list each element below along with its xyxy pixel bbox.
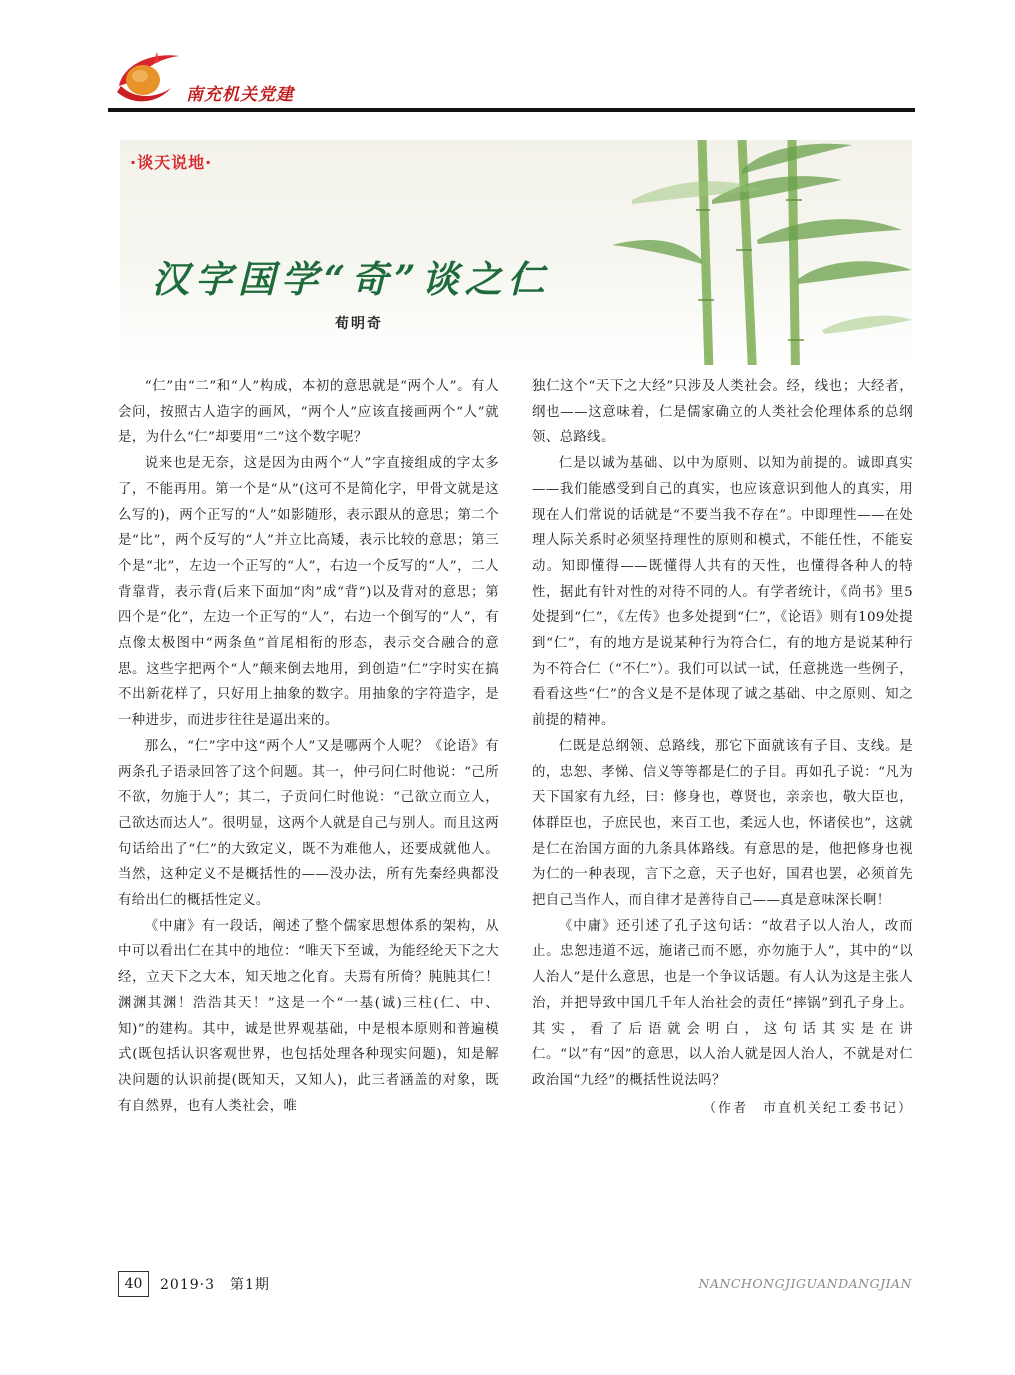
- paragraph: “仁”由“二”和“人”构成，本初的意思就是“两个人”。有人会问，按照古人造字的画风，“两个人”应该直接画两个“人”就是，为什么“仁”却要用“二”这个数字呢？: [118, 379, 499, 446]
- paragraph: 那么，“仁”字中这“两个人”又是哪两个人呢？《论语》有两条孔子语录回答了这个问题。其一，仲弓问仁时他说：“己所不欲，勿施于人”；其二，子贡问仁时他说：“己欲立而立人，己欲达而达人”。很明显，这两个人就是自己与别人。而且这两句话给出了“仁”的大致定义，既不为难他人，还要成就他人。当然，这种定义不是概括性的——没办法，所有先秦经典都没有给出仁的概括性定义。: [118, 738, 499, 909]
- paragraph: 仁既是总纲领、总路线，那它下面就该有子目、支线。是的，忠恕、孝悌、信义等等都是仁的子目。再如孔子说：“凡为天下国家有九经，曰：修身也，尊贤也，亲亲也，敬大臣也，体群臣也，子庶民也，来百工也，柔远人也，怀诸侯也”，这就是仁在治国方面的九条具体路线。有意思的是，他把修身也视为仁的一种表现，言下之意，天子也好，国君也罢，必须首先把自己当作人，而自律才是善待自己——真是意味深长啊！: [532, 738, 913, 909]
- paragraph: 说来也是无奈，这是因为由两个“人”字直接组成的字太多了，不能再用。第一个是“从”(这可不是简化字，甲骨文就是这么写的)，两个正写的“人”如影随形，表示跟从的意思；第二个是“比”，两个反写的“人”并立比高矮，表示比较的意思；第三个是“北”，左边一个正写的“人”，右边一个反写的“人”，二人背靠背，表示背(后来下面加“肉”成“背”)以及背对的意思；第四个是“化”，左边一个正写的“人”，右边一个倒写的“人”，有点像太极图中“两条鱼”首尾相衔的形态，表示交合融合的意思。这些字把两个“人”颠来倒去地用，到创造“仁”字时实在搞不出新花样了，只好用上抽象的数字。用抽象的字符造字，是一种进步，而进步往往是逼出来的。: [118, 456, 499, 729]
- header-rule: [108, 108, 915, 112]
- article-title: 汉字国学“奇”谈之仁: [152, 257, 551, 301]
- brand-name: 南充机关党建: [186, 85, 294, 105]
- bamboo-illustration: [592, 140, 912, 365]
- footer-brand: NANCHONGJIGUANDANGJIAN: [698, 1276, 912, 1291]
- author-signature: （作者 市直机关纪工委书记）: [702, 1100, 913, 1116]
- party-logo-icon: [113, 46, 183, 110]
- paragraph: 《中庸》还引述了孔子这句话：“故君子以人治人，改而止。忠恕违道不远，施诸己而不愿，亦勿施于人”，其中的“以人治人”是什么意思，也是一个争议话题。有人认为这是主张人治，并把导致中国几千年人治社会的责任“摔锅”到孔子身上。其实，看了后语就会明白，这句话其实是在讲仁。“以”有“因”的意思，以人治人就是因人治人，不就是对仁政治国“九经”的概括性说法吗？: [532, 918, 913, 1088]
- issue-label: 2019·3 第1期: [160, 1277, 270, 1293]
- article-author: 荀明奇: [335, 316, 383, 332]
- paragraph-continued: 独仁这个“天下之大经”只涉及人类社会。经，线也；大经者，纲也——这意味着，仁是儒家确立的人类社会伦理体系的总纲领、总路线。: [532, 379, 913, 446]
- paragraph: 仁是以诚为基础、以中为原则、以知为前提的。诚即真实——我们能感受到自己的真实，也应该意识到他人的真实，用现在人们常说的话就是“不要当我不存在”。中即理性——在处理人际关系时必须坚持理性的原则和模式，不能任性，不能妄动。知即懂得——既懂得人共有的天性，也懂得各种人的特性，据此有针对性的对待不同的人。有学者统计，《尚书》里5处提到“仁”，《左传》也多处提到“仁”，《论语》则有109处提到“仁”，有的地方是说某种行为符合仁，有的地方是说某种行为不符合仁（“不仁”）。我们可以试一试，任意挑选一些例子，看看这些“仁”的含义是不是体现了诚之基础、中之原则、知之前提的精神。: [532, 456, 913, 729]
- paragraph: 《中庸》有一段话，阐述了整个儒家思想体系的架构，从中可以看出仁在其中的地位：“唯天下至诚，为能经纶天下之大经，立天下之大本，知天地之化育。夫焉有所倚？肫肫其仁！渊渊其渊！浩浩其天！”这是一个“一基(诚)三柱(仁、中、知)”的建构。其中，诚是世界观基础，中是根本原则和普遍模式(既包括认识客观世界，也包括处理各种现实问题)，知是解决问题的认识前提(既知天，又知人)，此三者涵盖的对象，既有自然界，也有人类社会，唯: [118, 918, 499, 1114]
- page-header: [0, 0, 1015, 120]
- right-column: [532, 374, 913, 1121]
- section-tag: ·谈天说地·: [130, 153, 213, 172]
- page-number: 40: [118, 1271, 149, 1297]
- left-column: [118, 374, 499, 1119]
